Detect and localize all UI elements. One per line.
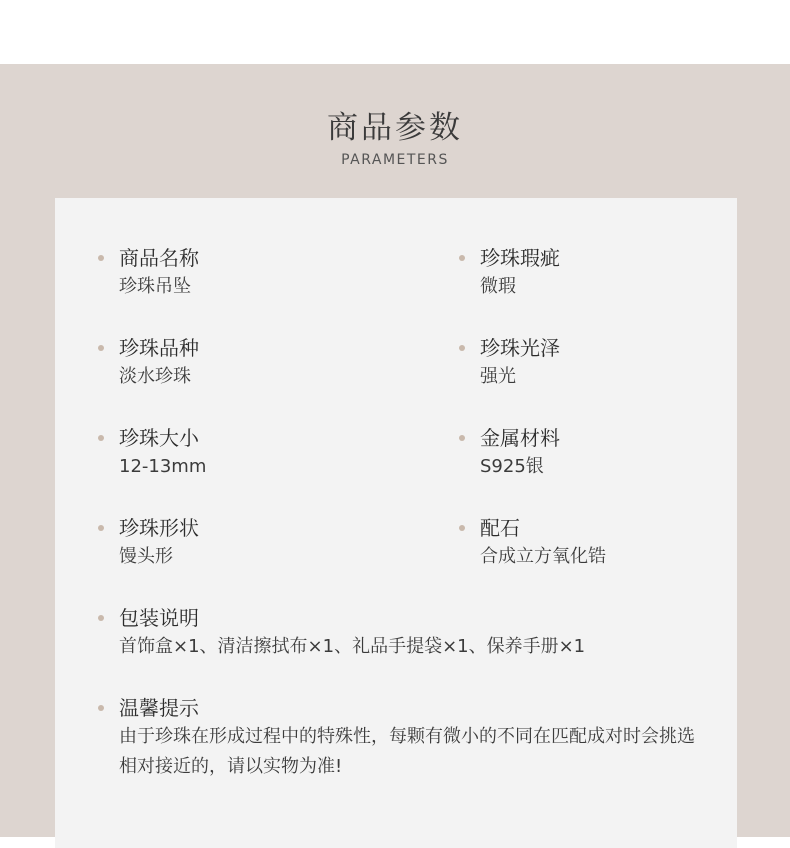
- parameters-section: [0, 64, 790, 837]
- bullet-icon: [98, 435, 104, 441]
- param-value: 强光: [480, 366, 516, 387]
- bullet-icon: [98, 345, 104, 351]
- param-item: [119, 334, 199, 392]
- param-label: 温馨提示: [119, 696, 199, 720]
- param-value: 微瑕: [480, 276, 516, 297]
- param-item-packaging: [119, 604, 585, 662]
- param-item: [480, 244, 560, 302]
- param-value: 首饰盒×1、清洁擦拭布×1、礼品手提袋×1、保养手册×1: [119, 636, 586, 657]
- param-label: 金属材料: [480, 426, 560, 450]
- param-value: S925银: [480, 456, 544, 477]
- param-item: [480, 424, 560, 482]
- param-label: 商品名称: [119, 246, 199, 270]
- bullet-icon: [98, 705, 104, 711]
- param-value: 珍珠吊坠: [119, 276, 191, 297]
- param-item: [119, 514, 199, 572]
- param-value: 12-13mm: [119, 456, 207, 477]
- bullet-icon: [459, 255, 465, 261]
- bullet-icon: [459, 345, 465, 351]
- param-value: 由于珍珠在形成过程中的特殊性，每颗有微小的不同在匹配成对时会挑选相对接近的，请以实物为准!: [119, 726, 695, 777]
- param-label: 珍珠形状: [119, 516, 199, 540]
- parameters-card: [55, 198, 737, 848]
- param-item: [480, 514, 606, 572]
- param-item-notice: [119, 694, 699, 782]
- param-label: 珍珠瑕疵: [480, 246, 560, 270]
- param-item: [119, 424, 206, 482]
- param-item: [480, 334, 560, 392]
- param-label: 珍珠光泽: [480, 336, 560, 360]
- param-value: 淡水珍珠: [119, 366, 191, 387]
- bullet-icon: [98, 525, 104, 531]
- section-subtitle: PARAMETERS: [341, 152, 449, 168]
- param-value: 馒头形: [119, 546, 173, 567]
- bullet-icon: [98, 255, 104, 261]
- top-blank-area: [0, 0, 790, 64]
- param-label: 包装说明: [119, 606, 199, 630]
- section-title: 商品参数: [327, 110, 463, 146]
- param-label: 配石: [480, 516, 520, 540]
- param-value: 合成立方氧化锆: [480, 546, 606, 567]
- bullet-icon: [98, 615, 104, 621]
- param-label: 珍珠大小: [119, 426, 199, 450]
- bullet-icon: [459, 435, 465, 441]
- bullet-icon: [459, 525, 465, 531]
- param-item: [119, 244, 199, 302]
- param-label: 珍珠品种: [119, 336, 199, 360]
